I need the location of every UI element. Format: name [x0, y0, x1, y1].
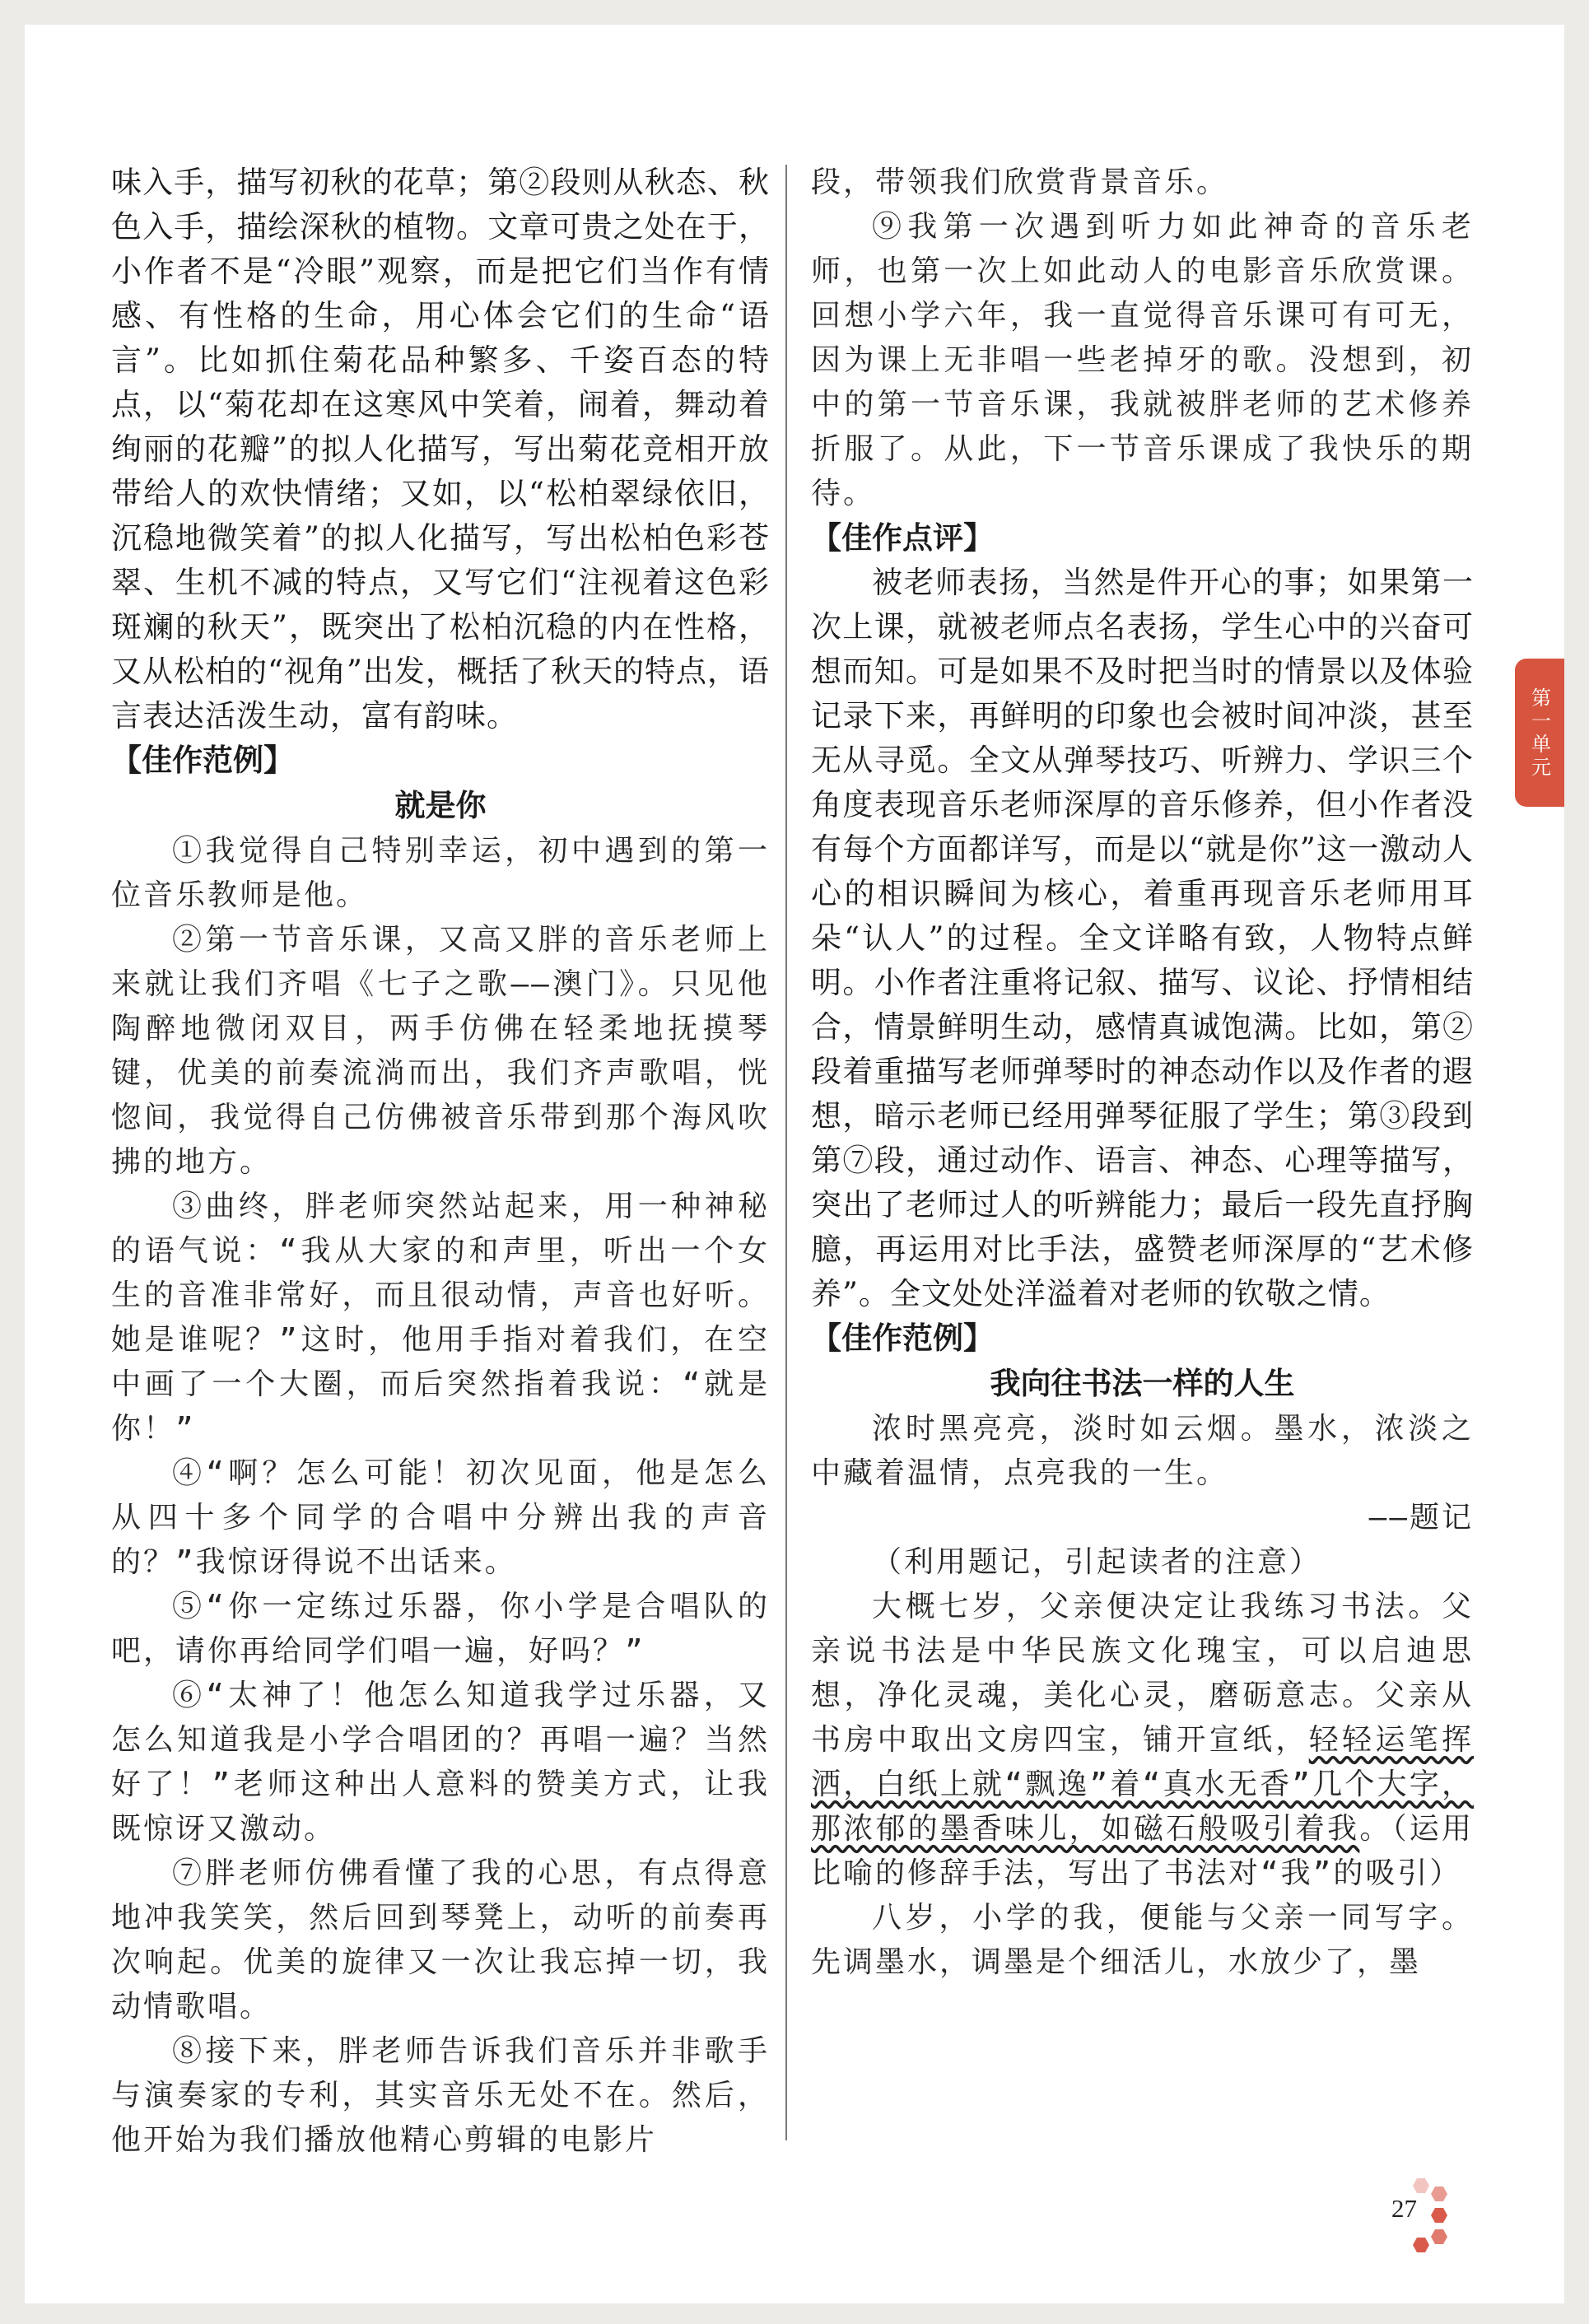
- unit-tab-char: 元: [1531, 756, 1551, 779]
- column-divider: [785, 165, 787, 2140]
- essay-paragraph-6: ⑥“太神了！他怎么知道我学过乐器，又怎么知道我是小学合唱团的？再唱一遍？当然好了！”老师这种出人意料的赞美方式，让我既惊讶又激动。: [111, 1679, 770, 1846]
- essay-paragraph-9: ⑨我第一次遇到听力如此神奇的音乐老师，也第一次上如此动人的电影音乐欣赏课。回想小学六年，我一直觉得音乐课可有可无，因为课上无非唱一些老掉牙的歌。没想到，初中的第一节音乐课，我就被胖老师的艺术修养折服了。从此，下一节音乐课成了我快乐的期待。: [811, 210, 1474, 510]
- wavy-underlined-phrase: 轻轻运笔挥洒，白纸上就“飘逸”着“真水无香”几个大字，那浓郁的墨香味儿，如磁石般吸引着我: [811, 1723, 1474, 1846]
- annotation-note-2: （运用比喻的修辞手法，写出了书法对“我”的吸引）: [811, 1812, 1474, 1890]
- epigraph-signature: ——题记: [1368, 1501, 1474, 1535]
- essay-paragraph-7: ⑦胖老师仿佛看懂了我的心思，有点得意地冲我笑笑，然后回到琴凳上，动听的前奏再次响起。优美的旋律又一次让我忘掉一切，我动情歌唱。: [111, 1856, 770, 2024]
- essay-paragraph-1: ①我觉得自己特别幸运，初中遇到的第一位音乐教师是他。: [111, 834, 770, 912]
- section-label-example: 【佳作范例】: [111, 743, 294, 778]
- commentary-continuation: 味入手，描写初秋的花草；第②段则从秋态、秋色入手，描绘深秋的植物。文章可贵之处在于，小作者不是“冷眼”观察，而是把它们当作有情感、有性格的生命，用心体会它们的生命“语言”。比如抓住菊花品种繁多、千姿百态的特点，以“菊花却在这寒风中笑着，闹着，舞动着绚丽的花瓣”的拟人化描写，写出菊花竞相开放带给人的欢快情绪；又如，以“松柏翠绿依旧，沉稳地微笑着”的拟人化描写，写出松柏色彩苍翠、生机不减的特点，又写它们“注视着这色彩斑斓的秋天”，既突出了松柏沉稳的内在性格，又从松柏的“视角”出发，概括了秋天的特点，语言表达活泼生动，富有韵味。: [111, 165, 770, 734]
- review-text: 被老师表扬，当然是件开心的事；如果第一次上课，就被老师点名表扬，学生心中的兴奋可想而知。可是如果不及时把当时的情景以及体验记录下来，再鲜明的印象也会被时间冲淡，甚至无从寻觅。全文从弹琴技巧、听辨力、学识三个角度表现音乐老师深厚的音乐修养，但小作者没有每个方面都详写，而是以“就是你”这一激动人心的相识瞬间为核心，着重再现音乐老师用耳朵“认人”的过程。全文详略有致，人物特点鲜明。小作者注重将记叙、描写、议论、抒情相结合，情景鲜明生动，感情真诚饱满。比如，第②段着重描写老师弹琴时的神态动作以及作者的遐想，暗示老师已经用弹琴征服了学生；第③段到第⑦段，通过动作、语言、神态、心理等描写，突出了老师过人的听辨能力；最后一段先直抒胸臆，再运用对比手法，盛赞老师深厚的“艺术修养”。全文处处洋溢着对老师的钦敬之情。: [811, 565, 1474, 1311]
- essay2-title: 我向往书法一样的人生: [990, 1366, 1295, 1401]
- epigraph: 浓时黑亮亮，淡时如云烟。墨水，浓淡之中藏着温情，点亮我的一生。: [811, 1412, 1474, 1490]
- section-label-review: 【佳作点评】: [811, 520, 994, 556]
- essay-paragraph-3: ③曲终，胖老师突然站起来，用一种神秘的语气说：“我从大家的和声里，听出一个女生的音准非常好，而且很动情，声音也好听。她是谁呢？”这时，他用手指对着我们，在空中画了一个大圈，而后突然指着我说：“就是你！”: [111, 1190, 770, 1446]
- essay2-paragraph-1: [811, 1585, 1474, 1896]
- essay-title: 就是你: [394, 788, 487, 823]
- left-column: [111, 161, 770, 2163]
- unit-tab-char: 第: [1531, 687, 1551, 710]
- unit-tab-char: 单: [1531, 733, 1551, 756]
- annotation-note-1: （利用题记，引起读者的注意）: [872, 1545, 1322, 1579]
- right-column: [811, 161, 1474, 1985]
- essay-paragraph-4: ④“啊？怎么可能！初次见面，他是怎么从四十多个同学的合唱中分辨出我的声音的？”我惊讶得说不出话来。: [111, 1456, 770, 1579]
- essay-paragraph-8: ⑧接下来，胖老师告诉我们音乐并非歌手与演奏家的专利，其实音乐无处不在。然后，他开始为我们播放他精心剪辑的电影片: [111, 2034, 770, 2157]
- essay-paragraph-5: ⑤“你一定练过乐器，你小学是合唱队的吧，请你再给同学们唱一遍，好吗？”: [111, 1590, 770, 1668]
- section-label-example-2: 【佳作范例】: [811, 1320, 994, 1356]
- page-number: 27: [1391, 2194, 1417, 2223]
- unit-side-tab: [1515, 659, 1564, 807]
- essay2-paragraph-1-start: 大概七岁，父亲便决定让我练习书法。父亲说书法是中华民族文化瑰宝，可以启迪思想，净化灵魂，美化心灵，磨砺意志。父亲从书房中取出文房四宝，铺开宣纸，: [811, 1590, 1474, 1757]
- unit-tab-char: 一: [1531, 710, 1551, 733]
- essay-paragraph-2: ②第一节音乐课，又高又胖的音乐老师上来就让我们齐唱《七子之歌——澳门》。只见他陶醉地微闭双目，两手仿佛在轻柔地抚摸琴键，优美的前奏流淌而出，我们齐声歌唱，恍惚间，我觉得自己仿佛被音乐带到那个海风吹拂的地方。: [111, 923, 770, 1179]
- essay2-paragraph-2: 八岁，小学的我，便能与父亲一同写字。先调墨水，调墨是个细活儿，水放少了，墨: [811, 1901, 1474, 1979]
- essay2-paragraph-1-end: 。: [1359, 1812, 1392, 1846]
- essay-paragraph-8-end: 段，带领我们欣赏背景音乐。: [811, 165, 1229, 199]
